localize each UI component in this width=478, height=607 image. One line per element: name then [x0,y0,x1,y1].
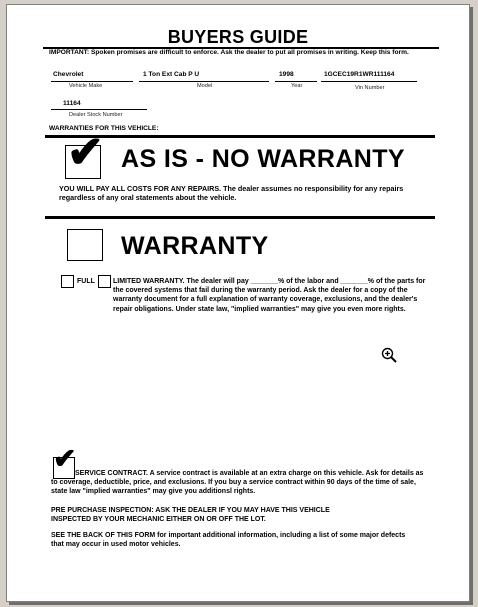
model-line [139,81,269,82]
year-label: Year [291,83,303,89]
inspection-text: PRE PURCHASE INSPECTION: ASK THE DEALER IF YOU MAY HAVE THIS VEHICLE INSPECTED BY YOUR MECHANIC EITHER ON OR OFF THE LOT. [51,507,330,524]
document-title: BUYERS GUIDE [167,27,309,47]
as-is-heading: AS IS - NO WARRANTY [121,145,405,173]
year-value: 1998 [279,71,294,78]
vehicle-make-value: Chevrolet [53,71,84,78]
vin-line [321,81,417,82]
stock-value: 11164 [63,100,81,107]
model-value: 1 Ton Ext Cab P U [143,71,200,78]
vin-label: Vin Number [355,85,385,91]
year-line [275,81,317,82]
warranties-label: WARRANTIES FOR THIS VEHICLE: [49,125,159,132]
vehicle-make-label: Vehicle Make [69,83,103,89]
service-contract-text: SERVICE CONTRACT. A service contract is available at an extra charge on this vehicle. Ask for details as to coverage, deductible, price, and exclusions. If you buy a service contract within 90 days of the time of sale, state law "implied warranties" may give you additionsl rights. [51,470,424,496]
stock-line [51,109,147,110]
limited-warranty-text: LIMITED WARRANTY. The dealer will pay _______% of the labor and _______% of the parts for the covered systems that fail during the warranty period. Ask the dealer for a copy of the warranty document for a full explanation of warranty coverage, exclusions, and the dealer's repair obligations. Under state law, "implied warranties" may give you even more rights. [113,278,426,313]
back-of-form-text: SEE THE BACK OF THIS FORM for important additional information, including a list of some major defects that may occur in used motor vehicles. [51,532,406,549]
stock-label: Dealer Stock Number [69,112,123,118]
as-is-text: YOU WILL PAY ALL COSTS FOR ANY REPAIRS. The dealer assumes no responsibility for any repairs regardless of any oral statements about the vehicle. [59,184,404,203]
full-warranty-label: FULL [77,278,95,285]
document-page [6,4,470,602]
full-warranty-checkbox[interactable] [61,275,74,288]
checkmark-icon: ✔ [67,128,104,177]
vin-value: 1GCEC19R1WR111164 [324,71,395,78]
zoom-in-icon[interactable] [381,347,397,366]
warranty-top-rule [45,216,435,219]
warranty-checkbox[interactable] [67,229,103,261]
vehicle-make-line [51,81,133,82]
checkmark-icon: ✔ [53,443,77,474]
warranty-heading: WARRANTY [121,232,269,260]
important-note: IMPORTANT: Spoken promises are difficult to enforce. Ask the dealer to put all promises in writing. Keep this form. [49,49,409,56]
model-label: Model [197,83,213,89]
limited-warranty-checkbox[interactable] [98,275,111,288]
